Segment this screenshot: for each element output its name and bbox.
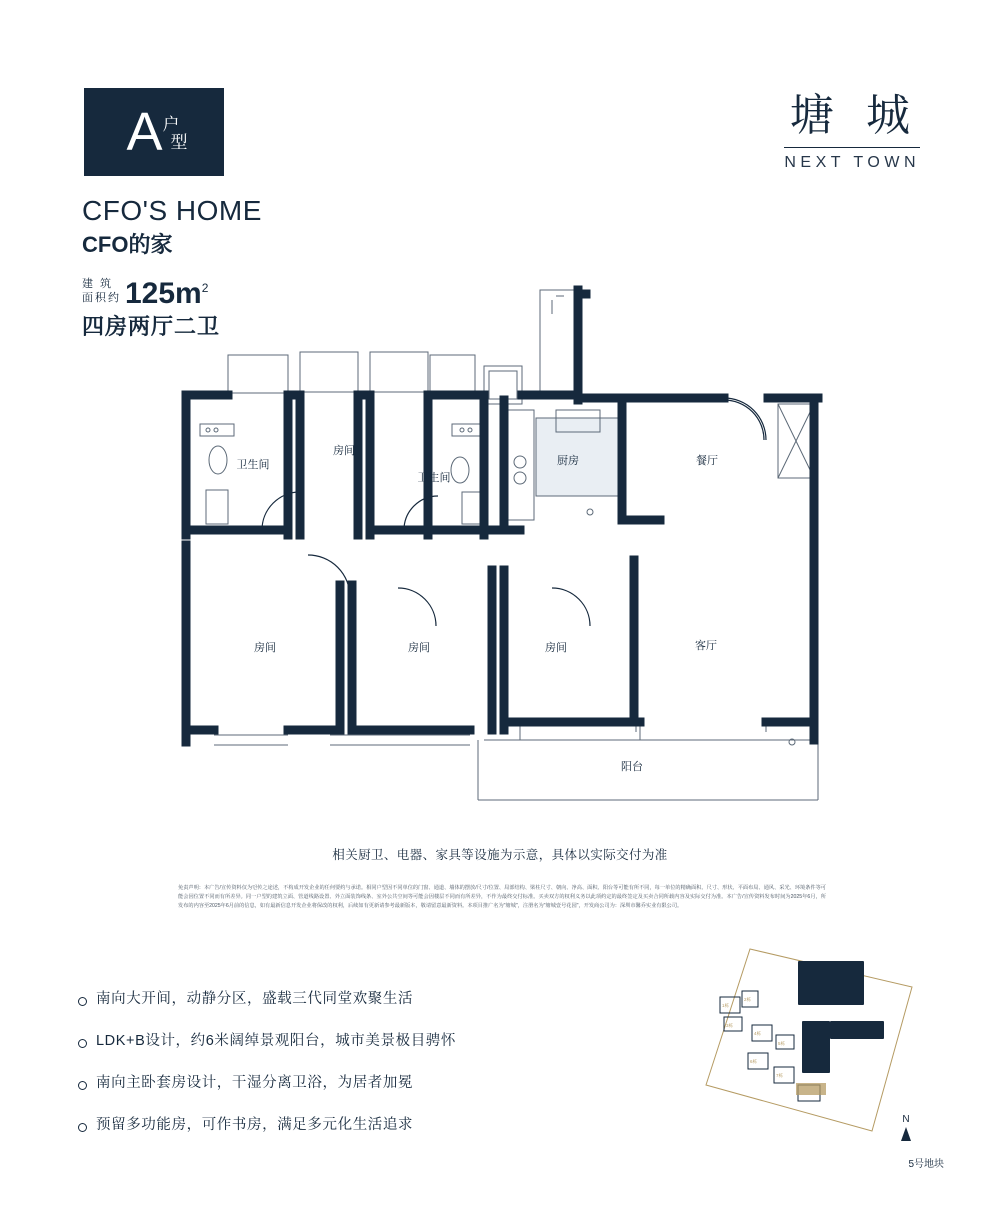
page-title-en: CFO'S HOME: [82, 195, 262, 226]
bullet-icon: [78, 997, 87, 1006]
north-indicator: [894, 1115, 918, 1141]
brand-logo: [784, 92, 920, 172]
room-label: 餐厅: [696, 455, 718, 467]
list-item: [78, 1032, 598, 1051]
area-unit: 2: [201, 280, 209, 295]
floor-plan: [160, 280, 840, 820]
layout-summary: 四房两厅二卫: [82, 314, 221, 339]
list-item: [78, 1116, 598, 1135]
list-item: [78, 1074, 598, 1093]
area-label: [82, 278, 121, 306]
block-label: 2栋: [744, 997, 752, 1002]
brand-name-en: NEXT TOWN: [784, 154, 920, 172]
brand-name-cn: 塘 城: [789, 91, 920, 140]
room-label: 阳台: [621, 761, 643, 773]
room-label: 房间: [333, 445, 355, 457]
site-plan-map: [690, 935, 920, 1150]
unit-type-badge: [84, 88, 224, 176]
room-label: 房间: [254, 642, 276, 654]
unit-type-cn: [162, 115, 188, 152]
block-label: 7栋: [776, 1073, 784, 1078]
feature-list: [78, 990, 598, 1157]
feature-text: 预留多功能房，可作书房，满足多元化生活追求: [96, 1116, 414, 1133]
north-arrow-icon: [901, 1127, 911, 1141]
block-label: 4栋: [754, 1031, 762, 1036]
block-label: 6栋: [750, 1059, 758, 1064]
room-label: 房间: [408, 642, 430, 654]
room-label: 厨房: [557, 455, 579, 467]
feature-text: 南向大开间，动静分区，盛载三代同堂欢聚生活: [96, 991, 414, 1007]
plot-label: 5号地块: [908, 1159, 944, 1170]
list-item: [78, 990, 598, 1009]
bullet-icon: [78, 1081, 87, 1090]
room-label: 卫生间: [236, 459, 270, 471]
unit-type-cn-top: 户: [162, 115, 180, 135]
bullet-icon: [78, 1123, 87, 1132]
block-label: 3栋: [726, 1023, 734, 1028]
feature-text: 南向主卧套房设计，干湿分离卫浴，为居者加冕: [96, 1074, 414, 1091]
block-label: 5栋: [778, 1041, 786, 1046]
feature-text: LDK+B设计，约6米阔绰景观阳台，城市美景极目骋怀: [96, 1032, 457, 1049]
area-number: 125m: [125, 276, 202, 310]
unit-type-letter: A: [126, 102, 163, 162]
page-title-cn: CFO的家: [82, 232, 173, 257]
unit-type-cn-bottom: 型: [170, 133, 188, 152]
legal-disclaimer: 免责声明：本广告/宣传资料仅为던传之途述，不构成开发企业的任何要约与承诺。相同户型因不同单位的门窗、通道、墙体的摆放/尺寸/位置、局部结构、梁柱尺寸、朝向、净高、面积、阳台等可能有所不同，每一单位的精确面积、尺寸、形状、平面布局、通风、采光、环境条件等可能会因位置不同而有所差异。同一户型的建筑立面、管道线路设置、外立面装饰线条、室外公共空间等可能会因楼层不同而有所差异，不作为最终交付标准。买卖双方的权利义务以此项约定的最终签定及买卖合同所载内容及实际交付为准。本广告/宣传资料发布时间为2025年6月，所发布的内容至2025年6月前的信息，如有最新信息开发企业将保改的权利，后续如有更新请参考最新版本，敬请留意最新资料。本项目推广名为"塘城"，注册名为"塘城壹号花园"，开发商公司为：深圳市馨乔实业有限公司。: [178, 885, 826, 910]
room-label: 房间: [545, 642, 567, 654]
room-label: 卫生间: [417, 472, 451, 484]
north-label: N: [902, 1114, 910, 1125]
plan-note: 相关厨卫、电器、家具等设施为示意，具体以实际交付为准: [332, 848, 668, 862]
bullet-icon: [78, 1039, 87, 1048]
area-label-line1: 建 筑: [82, 278, 114, 290]
area-label-line2: 面积约: [82, 291, 121, 304]
brand-divider: [784, 147, 920, 148]
block-label: 1栋: [722, 1003, 730, 1008]
room-label: 客厅: [695, 640, 717, 652]
